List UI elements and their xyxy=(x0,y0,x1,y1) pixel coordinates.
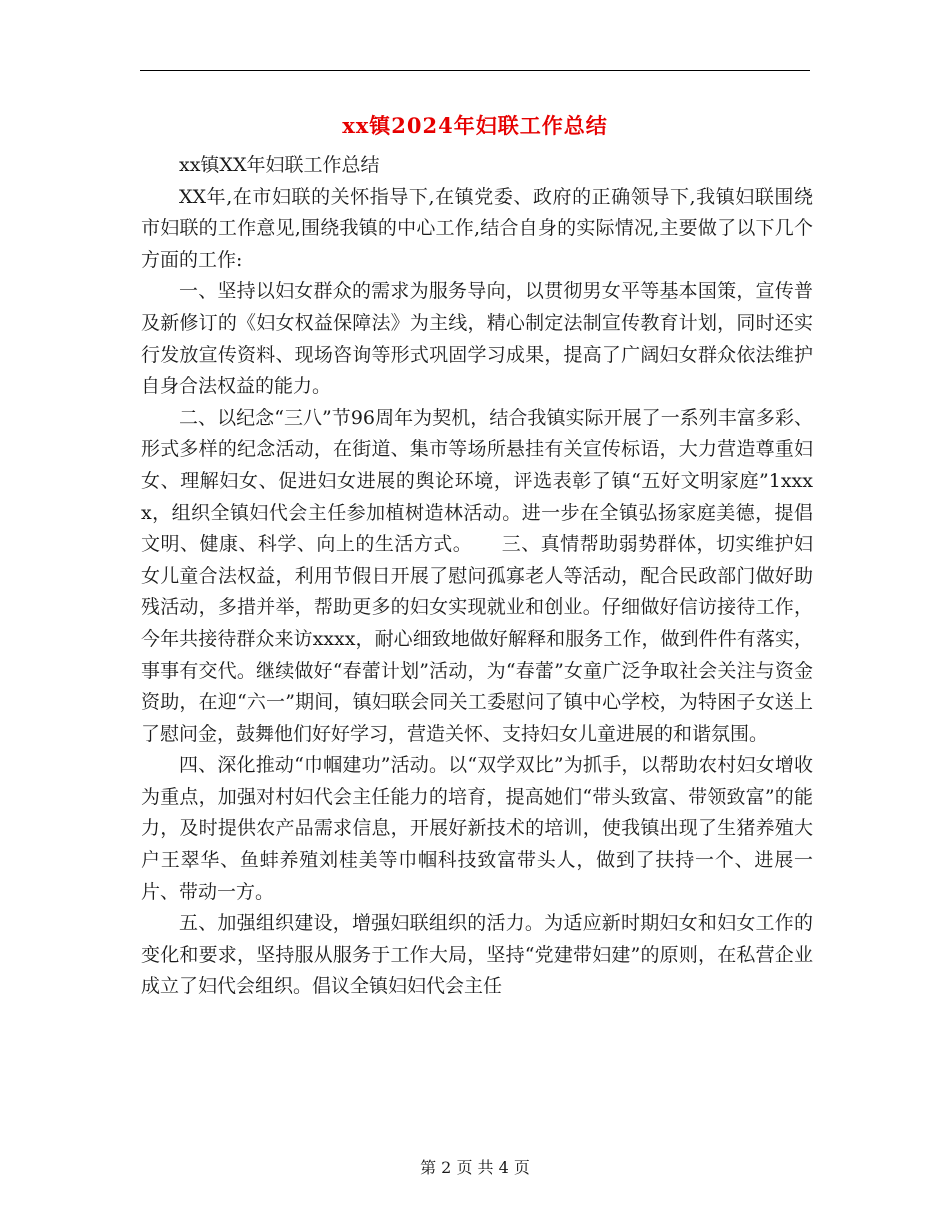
paragraph-section-4: 四、深化推动“巾帼建功”活动。以“双学双比”为抓手，以帮助农村妇女增收为重点，加强对村妇代会主任能力的培育，提高她们“带头致富、带领致富”的能力，及时提供农产品需求信息，开展好新技术的培训，使我镇出现了生猪养殖大户王翠华、鱼蚌养殖刘桂美等巾帼科技致富带头人，做到了扶持一个、进展一片、带动一方。 xyxy=(141,754,813,903)
page-number-footer: 第 2 页 共 4 页 xyxy=(420,1158,530,1177)
paragraph-subtitle: xx镇XX年妇联工作总结 xyxy=(179,154,380,176)
paragraph-section-5: 五、加强组织建设，增强妇联组织的活力。为适应新时期妇女和妇女工作的变化和要求，坚持服从服务于工作大局，坚持“党建带妇建”的原则，在私营企业成立了妇代会组织。倡议全镇妇妇代会主任 xyxy=(141,912,813,998)
paragraph-section-1: 一、坚持以妇女群众的需求为服务导向，以贯彻男女平等基本国策，宣传普及新修订的《妇女权益保障法》为主线，精心制定法制宣传教育计划，同时还实行发放宣传资料、现场咨询等形式巩固学习成果，提高了广阔妇女群众依法维护自身合法权益的能力。 xyxy=(141,280,813,398)
paragraph-intro: XX年,在市妇联的关怀指导下,在镇党委、政府的正确领导下,我镇妇联围绕市妇联的工作意见,围绕我镇的中心工作,结合自身的实际情况,主要做了以下几个方面的工作: xyxy=(141,185,813,271)
header-rule xyxy=(140,70,810,71)
document-title: xx镇2024年妇联工作总结 xyxy=(342,113,608,138)
paragraph-section-2-3: 二、以纪念“三八”节96周年为契机，结合我镇实际开展了一系列丰富多彩、形式多样的纪念活动，在街道、集市等场所悬挂有关宣传标语，大力营造尊重妇女、理解妇女、促进妇女进展的舆论环境，评选表彰了镇“五好文明家庭”1xxxx，组织全镇妇代会主任参加植树造林活动。进一步在全镇弘扬家庭美德，提倡文明、健康、科学、向上的生活方式。 三、真情帮助弱势群体，切实维护妇女儿童合法权益，利用节假日开展了慰问孤寡老人等活动，配合民政部门做好助残活动，多措并举，帮助更多的妇女实现就业和创业。仔细做好信访接待工作，今年共接待群众来访xxxx，耐心细致地做好解释和服务工作，做到件件有落实，事事有交代。继续做好“春蕾计划”活动，为“春蕾”女童广泛争取社会关注与资金资助，在迎“六一”期间，镇妇联会同关工委慰问了镇中心学校，为特困子女送上了慰问金，鼓舞他们好好学习，营造关怀、支持妇女儿童进展的和谐氛围。 xyxy=(141,406,813,745)
document-body xyxy=(141,150,813,1003)
